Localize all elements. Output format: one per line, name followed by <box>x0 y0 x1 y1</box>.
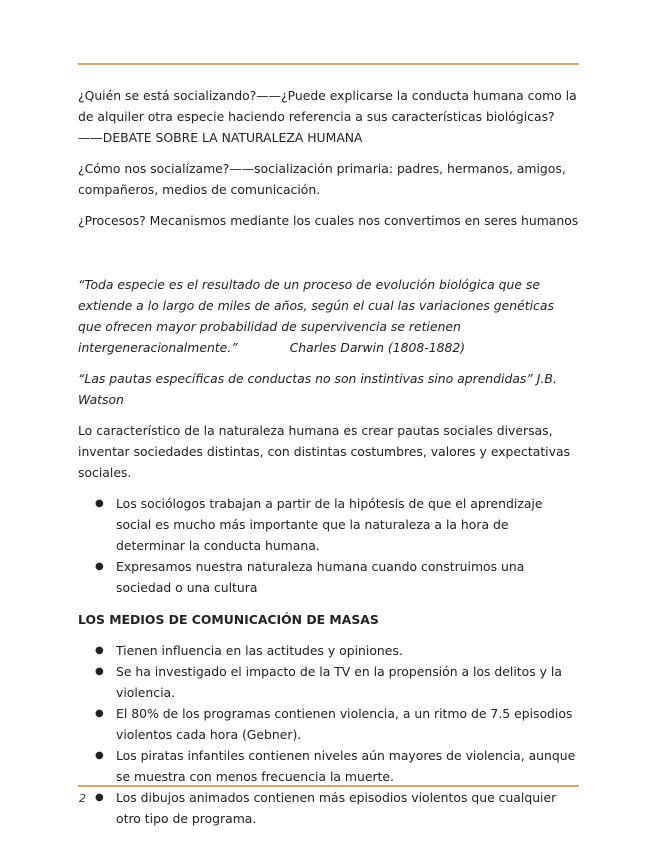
list-item: ● Tienen influencia en las actitudes y opiniones. <box>78 640 579 661</box>
quote-darwin-text: “Toda especie es el resultado de un proceso de evolución biológica que se extiende a lo largo de miles de años, según el cual las variaciones genéticas que ofrecen mayor probabilidad de supervivencia se retienen intergeneracionalmente.” <box>78 277 554 355</box>
list-item: ● Expresamos nuestra naturaleza humana cuando construimos una sociedad o una cultura <box>78 556 579 598</box>
bullet-list-nature <box>78 493 579 598</box>
page-number: 2 <box>79 792 86 805</box>
quote-watson: “Las pautas específicas de conductas no son instintivas sino aprendidas” J.B. Watson <box>78 371 557 407</box>
list-item: ● Los sociólogos trabajan a partir de la hipótesis de que el aprendizaje social es mucho más importante que la naturaleza a la hora de determinar la conducta humana. <box>78 493 579 556</box>
bullet-icon: ● <box>95 645 104 656</box>
paragraph-processes: ¿Procesos? Mecanismos mediante los cuales nos convertimos en seres humanos <box>78 213 579 228</box>
paragraph-how-socialize: ¿Cómo nos socialízame?——socialización primaria: padres, hermanos, amigos, compañeros, medios de comunicación. <box>78 161 566 197</box>
bullet-icon: ● <box>95 498 104 509</box>
paragraph-human-nature: Lo característico de la naturaleza humana es crear pautas sociales diversas, inventar sociedades distintas, con distintas costumbres, valores y expectativas sociales. <box>78 423 570 480</box>
bullet-icon: ● <box>95 561 104 572</box>
footer-rule <box>78 785 579 787</box>
list-item: ● Se ha investigado el impacto de la TV en la propensión a los delitos y la violencia. <box>78 661 579 703</box>
list-item: ● Los dibujos animados contienen más episodios violentos que cualquier otro tipo de programa. <box>78 787 579 829</box>
bullet-icon: ● <box>95 792 104 803</box>
bullet-icon: ● <box>95 750 104 761</box>
bullet-icon: ● <box>95 666 104 677</box>
header-rule <box>78 63 579 65</box>
bullet-list-media <box>78 640 579 829</box>
paragraph-who-socializes: ¿Quién se está socializando?——¿Puede explicarse la conducta humana como la de alquiler otra especie haciendo referencia a sus características biológicas?——DEBATE SOBRE LA NATURALEZA HUMANA <box>78 88 577 145</box>
quote-darwin <box>78 274 579 358</box>
list-item: ● El 80% de los programas contienen violencia, a un ritmo de 7.5 episodios violentos cada hora (Gebner). <box>78 703 579 745</box>
document-body <box>78 85 579 839</box>
list-item: ● Los piratas infantiles contienen niveles aún mayores de violencia, aunque se muestra con menos frecuencia la muerte. <box>78 745 579 787</box>
bullet-icon: ● <box>95 708 104 719</box>
section-heading-media: LOS MEDIOS DE COMUNICACIÓN DE MASAS <box>78 612 379 627</box>
quote-darwin-author: Charles Darwin (1808-1882) <box>289 340 466 355</box>
